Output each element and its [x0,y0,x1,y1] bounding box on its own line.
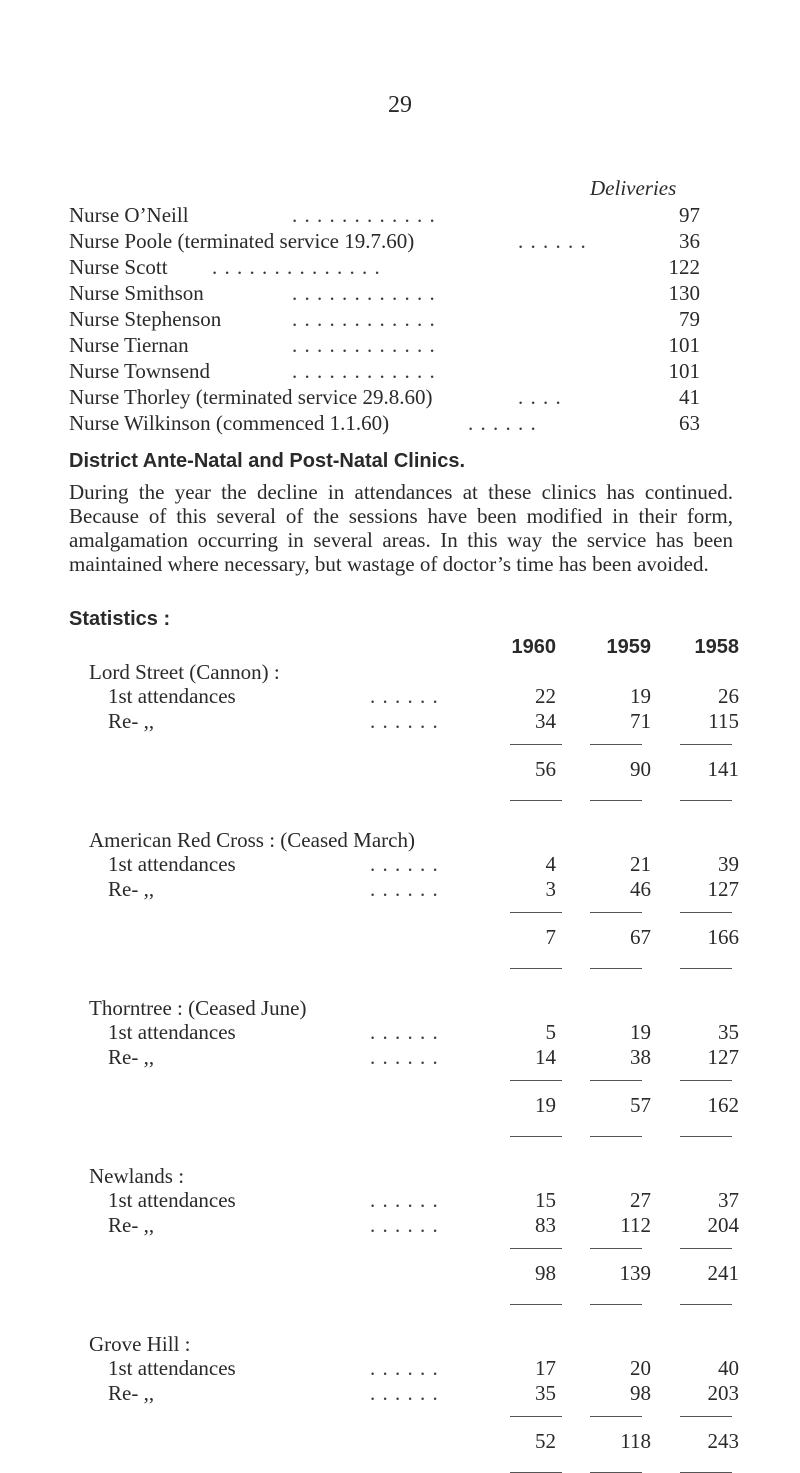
deliveries-value: 63 [679,411,700,435]
deliveries-value: 101 [668,359,700,383]
first-attendances-value: 15 [535,1188,556,1212]
total-rule [510,1080,562,1081]
first-attendances-value: 37 [718,1188,739,1212]
dot-leader: . . . . . . . . . . . . [292,307,436,331]
re-attendances-label: Re- ,, [108,877,155,901]
total-rule [510,1136,562,1137]
dot-leader: . . . . . . [468,411,537,435]
total-rule [590,912,642,913]
dot-leader: . . . . . . [370,852,439,876]
total-rule [590,1248,642,1249]
dot-leader: . . . . . . . . . . . . . . [212,255,381,279]
nurse-name: Nurse O’Neill [69,203,189,227]
total-rule [590,1304,642,1305]
total-value: 162 [707,1093,739,1117]
re-attendances-value: 204 [707,1213,739,1237]
total-rule [510,1248,562,1249]
total-rule [680,968,732,969]
total-value: 56 [535,757,556,781]
statistics-label: Statistics : [69,608,171,630]
dot-leader: . . . . . . [518,229,587,253]
total-rule [680,1416,732,1417]
clinic-name: Thorntree : (Ceased June) [89,996,307,1020]
first-attendances-value: 35 [718,1020,739,1044]
deliveries-value: 79 [679,307,700,331]
re-attendances-value: 203 [707,1381,739,1405]
re-attendances-value: 35 [535,1381,556,1405]
dot-leader: . . . . . . [370,1381,439,1405]
total-value: 166 [707,925,739,949]
nurse-name: Nurse Thorley (terminated service 29.8.60) [69,385,433,409]
first-attendances-label: 1st attendances [108,852,236,876]
total-rule [590,1136,642,1137]
deliveries-value: 130 [668,281,700,305]
dot-leader: . . . . . . [370,1045,439,1069]
deliveries-value: 101 [668,333,700,357]
total-rule [510,912,562,913]
dot-leader: . . . . . . [370,1188,439,1212]
total-rule [680,1304,732,1305]
total-value: 19 [535,1093,556,1117]
clinic-name: American Red Cross : (Ceased March) [89,828,415,852]
re-attendances-value: 127 [707,1045,739,1069]
total-rule [590,968,642,969]
total-value: 67 [630,925,651,949]
first-attendances-value: 26 [718,684,739,708]
nurse-name: Nurse Wilkinson (commenced 1.1.60) [69,411,390,435]
total-rule [680,744,732,745]
first-attendances-value: 20 [630,1356,651,1380]
total-rule [680,1248,732,1249]
re-attendances-label: Re- ,, [108,1045,155,1069]
page-number: 29 [388,92,412,118]
dot-leader: . . . . . . [370,1356,439,1380]
first-attendances-value: 19 [630,1020,651,1044]
re-attendances-value: 83 [535,1213,556,1237]
first-attendances-value: 22 [535,684,556,708]
total-rule [590,1080,642,1081]
nurse-name: Nurse Tiernan [69,333,189,357]
total-value: 118 [620,1429,651,1453]
re-attendances-value: 34 [535,709,556,733]
total-rule [510,800,562,801]
dot-leader: . . . . . . [370,684,439,708]
total-value: 90 [630,757,651,781]
nurse-name: Nurse Poole (terminated service 19.7.60) [69,229,415,253]
re-attendances-value: 71 [630,709,651,733]
re-attendances-value: 112 [620,1213,651,1237]
nurse-name: Nurse Smithson [69,281,204,305]
first-attendances-label: 1st attendances [108,1020,236,1044]
total-rule [680,800,732,801]
first-attendances-value: 27 [630,1188,651,1212]
first-attendances-value: 39 [718,852,739,876]
re-attendances-value: 14 [535,1045,556,1069]
year-header-1959: 1959 [606,636,651,658]
dot-leader: . . . . . . . . . . . . [292,281,436,305]
dot-leader: . . . . . . [370,1020,439,1044]
total-value: 52 [535,1429,556,1453]
re-attendances-value: 98 [630,1381,651,1405]
total-value: 243 [707,1429,739,1453]
deliveries-value: 97 [679,203,700,227]
first-attendances-label: 1st attendances [108,1188,236,1212]
total-value: 57 [630,1093,651,1117]
re-attendances-value: 46 [630,877,651,901]
re-attendances-value: 115 [708,709,739,733]
re-attendances-value: 127 [707,877,739,901]
total-value: 7 [545,925,556,949]
total-rule [680,1136,732,1137]
total-value: 241 [707,1261,739,1285]
clinic-name: Newlands : [89,1164,185,1188]
re-attendances-value: 3 [545,877,556,901]
total-rule [510,744,562,745]
re-attendances-value: 38 [630,1045,651,1069]
deliveries-value: 41 [679,385,700,409]
total-value: 141 [707,757,739,781]
first-attendances-value: 5 [545,1020,556,1044]
section-paragraph: During the year the decline in attendances at these clinics has continued. Because of this several of the sessions have been modified in their form, amalgamation occurring in several areas. In this way the service has been maintained where necessary, but wastage of doctor’s time has been avoided. [69,480,733,576]
total-rule [680,912,732,913]
nurse-name: Nurse Stephenson [69,307,222,331]
nurse-name: Nurse Townsend [69,359,211,383]
dot-leader: . . . . . . . . . . . . [292,203,436,227]
dot-leader: . . . . . . [370,709,439,733]
first-attendances-value: 40 [718,1356,739,1380]
total-rule [590,1416,642,1417]
re-attendances-label: Re- ,, [108,1213,155,1237]
total-rule [680,1080,732,1081]
total-rule [590,800,642,801]
re-attendances-label: Re- ,, [108,1381,155,1405]
dot-leader: . . . . . . [370,877,439,901]
dot-leader: . . . . [518,385,562,409]
total-rule [510,1416,562,1417]
first-attendances-value: 19 [630,684,651,708]
total-rule [510,1304,562,1305]
total-rule [510,968,562,969]
clinic-name: Grove Hill : [89,1332,191,1356]
first-attendances-value: 4 [545,852,556,876]
deliveries-value: 36 [679,229,700,253]
total-rule [590,744,642,745]
first-attendances-label: 1st attendances [108,1356,236,1380]
year-header-1958: 1958 [694,636,739,658]
year-header-1960: 1960 [511,636,556,658]
deliveries-column-header: Deliveries [590,176,677,200]
clinic-name: Lord Street (Cannon) : [89,660,280,684]
dot-leader: . . . . . . . . . . . . [292,333,436,357]
nurse-name: Nurse Scott [69,255,168,279]
section-heading: District Ante-Natal and Post-Natal Clinics. [69,450,465,472]
dot-leader: . . . . . . . . . . . . [292,359,436,383]
first-attendances-label: 1st attendances [108,684,236,708]
deliveries-value: 122 [668,255,700,279]
total-value: 139 [619,1261,651,1285]
re-attendances-label: Re- ,, [108,709,155,733]
dot-leader: . . . . . . [370,1213,439,1237]
first-attendances-value: 17 [535,1356,556,1380]
first-attendances-value: 21 [630,852,651,876]
total-value: 98 [535,1261,556,1285]
